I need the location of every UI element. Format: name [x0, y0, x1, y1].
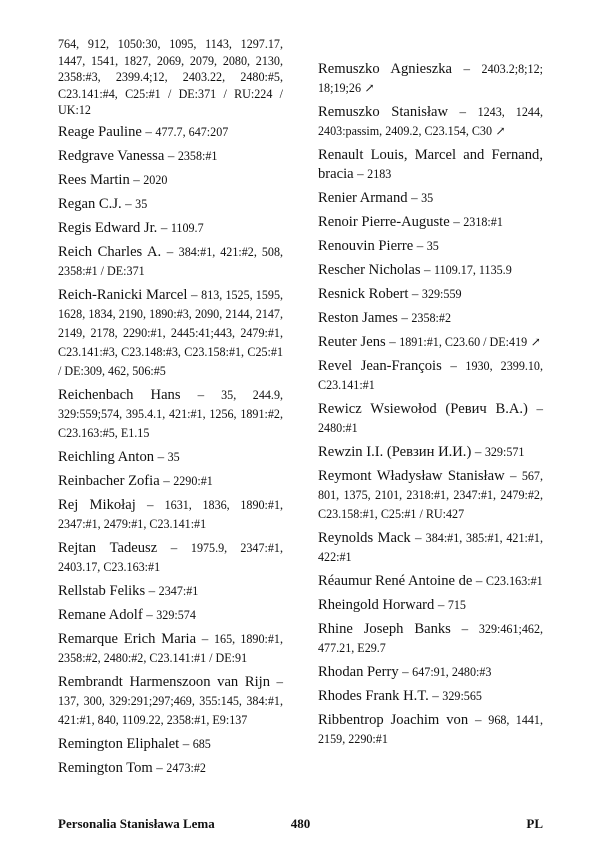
entry-separator: – [182, 735, 190, 751]
index-entry [318, 663, 543, 682]
index-entry [58, 195, 283, 214]
index-entry [58, 539, 283, 577]
entry-name: Ribbentrop Joachim von [318, 712, 469, 728]
entry-name: Reichenbach Hans [58, 386, 181, 403]
entry-name: Resnick Robert [318, 286, 409, 302]
entry-name: Reuter Jens [318, 334, 386, 350]
index-entry [58, 472, 283, 491]
entry-name: Rhine Joseph Banks [318, 621, 451, 637]
index-entry [58, 630, 283, 668]
entry-separator: – [160, 219, 168, 235]
entry-separator: – [459, 104, 467, 119]
index-entry [318, 596, 543, 615]
entry-references: 35, 244.9, 329:559;574, 395.4.1, 421:#1, 1256, 1891:#2, C23.163:#5, E1.15 [58, 387, 284, 440]
index-entry [58, 735, 283, 754]
index-entry [58, 759, 283, 778]
entry-name: Remarque Erich Maria [58, 630, 197, 647]
entry-separator: – [167, 147, 175, 163]
index-entry [318, 60, 543, 98]
index-entry [58, 386, 283, 443]
index-entry [318, 189, 543, 208]
left-column [58, 36, 283, 783]
entry-name: Réaumur René Antoine de [318, 573, 473, 589]
entry-name: Regan C.J. [58, 195, 122, 212]
arrow-up-right-icon: ↗ [530, 335, 541, 349]
entry-references: 1631, 1836, 1890:#1, 2347:#1, 2479:#1, C23.141:#1 [58, 497, 284, 531]
entry-separator: – [424, 262, 431, 277]
entry-name: Rellstab Feliks [58, 582, 146, 599]
entry-references: 2358:#1 [177, 148, 218, 163]
entry-name: Renault Louis, Marcel and Fernand, bracia [318, 147, 543, 182]
entry-references: 2020 [143, 172, 168, 187]
entry-references: 35 [426, 239, 439, 253]
entry-name: Regis Edward Jr. [58, 219, 158, 236]
entry-separator: – [166, 243, 174, 259]
page-number: 480 [290, 816, 311, 831]
entry-references: 1891:#1, C23.60 / DE:419 [399, 335, 528, 349]
entry-separator: – [414, 530, 422, 545]
entry-separator: – [170, 539, 178, 555]
index-entry [318, 711, 543, 749]
index-entry [318, 400, 543, 438]
index-entry [58, 673, 283, 730]
entry-references: 329:574 [156, 607, 196, 622]
index-entry [318, 467, 543, 524]
entry-name: Reynolds Mack [318, 530, 411, 546]
index-entry [318, 309, 543, 328]
entry-references: 35 [167, 449, 180, 464]
index-entry [318, 443, 543, 462]
entry-separator: – [357, 166, 364, 181]
entry-references: 137, 300, 329:291;297;469, 355:145, 384:#1, 421:#1, 840, 1109.22, 2358:#1, E9:137 [58, 693, 283, 727]
entry-references: 329:571 [484, 445, 525, 459]
entry-separator: – [474, 444, 482, 459]
entry-name: Remane Adolf [58, 606, 143, 623]
entry-name: Remington Tom [58, 759, 153, 776]
index-entry [318, 146, 543, 184]
arrow-up-right-icon: ↗ [495, 124, 506, 138]
footer-language: PL [526, 816, 543, 831]
entry-name: Reich Charles A. [58, 243, 162, 260]
entry-name: Rheingold Horward [318, 597, 435, 613]
entry-separator: – [125, 195, 132, 211]
entry-name: Rescher Nicholas [318, 262, 421, 278]
arrow-up-right-icon: ↗ [364, 81, 375, 95]
page-footer [58, 816, 543, 834]
entry-name: Rej Mikołaj [58, 496, 136, 513]
entry-references: 813, 1525, 1595, 1628, 1834, 2190, 1890:#3, 2090, 2144, 2147, 2149, 2178, 2290:#1, 2445:41;443, 2479:#1, C23.141:#3, C23.148:#3, C23.158:#1, C25:#1 / DE:309, 462, 506:#5 [58, 287, 284, 378]
entry-separator: – [536, 401, 543, 416]
entry-references: 2473:#2 [166, 760, 206, 775]
entry-references: 1109.7 [170, 220, 204, 235]
entry-separator: – [389, 334, 396, 349]
entry-references: 1109.17, 1135.9 [434, 263, 512, 277]
index-entry [58, 496, 283, 534]
entry-separator: – [133, 171, 140, 187]
entry-references: 329:559 [421, 287, 462, 301]
entry-separator: – [411, 190, 418, 205]
entry-separator: – [432, 688, 439, 703]
entry-name: Renier Armand [318, 190, 408, 206]
entry-separator: – [148, 582, 156, 598]
entry-name: Remuszko Agnieszka [318, 61, 453, 77]
index-entry [318, 103, 543, 141]
index-entry [58, 582, 283, 601]
entry-references: 35 [135, 196, 148, 211]
index-entry [318, 237, 543, 256]
footer-book-title: Personalia Stanisława Lema [58, 816, 215, 831]
index-entry [58, 606, 283, 625]
entry-references: 384:#1, 385:#1, 421:#1, 422:#1 [318, 531, 544, 564]
entry-references: 1930, 2399.10, C23.141:#1 [318, 359, 543, 392]
entry-separator: – [145, 123, 152, 139]
entry-references: 165, 1890:#1, 2358:#2, 2480:#2, C23.141:#1 / DE:91 [58, 631, 284, 665]
index-entry [58, 448, 283, 467]
entry-name: Rembrandt Harmenszoon van Rijn [58, 673, 271, 690]
entry-references: 384:#1, 421:#2, 508, 2358:#1 / DE:371 [58, 244, 284, 278]
entry-references: 329:565 [442, 689, 482, 703]
index-entry [318, 529, 543, 567]
entry-separator: – [401, 310, 408, 325]
entry-references: 2480:#1 [318, 421, 358, 435]
index-entry [58, 286, 283, 381]
continued-refs: 764, 912, 1050:30, 1095, 1143, 1297.17, 1447, 1541, 1827, 2069, 2079, 2080, 2130, 2358:#3, 2399.4;12, 2403.22, 2480:#5, C23.141:#4, C25:#1 / DE:371 / RU:224 / UK:12 [58, 37, 283, 117]
entry-references: 2358:#2 [411, 311, 452, 325]
entry-separator: – [463, 61, 471, 76]
entry-references: 647:91, 2480:#3 [412, 665, 492, 679]
entry-separator: – [201, 630, 209, 646]
index-entry [58, 171, 283, 190]
entry-separator: – [146, 496, 154, 512]
entry-references: 715 [447, 598, 466, 612]
index-entry [318, 357, 543, 395]
entry-references: 477.7, 647:207 [155, 124, 229, 139]
entry-separator: – [156, 759, 163, 775]
entry-name: Remington Eliphalet [58, 735, 180, 752]
entry-separator: – [197, 386, 205, 402]
entry-name: Rhodan Perry [318, 664, 399, 680]
index-entry [58, 243, 283, 281]
entry-name: Rhodes Frank H.T. [318, 688, 429, 704]
entry-separator: – [461, 621, 469, 636]
entry-references: 2318:#1 [463, 215, 503, 229]
entry-references: 2183 [367, 167, 392, 181]
index-entry [58, 219, 283, 238]
index-entry [318, 572, 543, 591]
entry-references: 329:461;462, 477.21, E29.7 [318, 622, 544, 655]
entry-separator: – [146, 606, 153, 622]
entry-name: Reich-Ranicki Marcel [58, 286, 188, 303]
entry-name: Remuszko Stanisław [318, 104, 449, 120]
entry-references: 685 [192, 736, 211, 751]
entry-name: Redgrave Vanessa [58, 147, 165, 164]
entry-name: Reage Pauline [58, 123, 142, 140]
index-entry [318, 333, 543, 352]
index-entry [318, 620, 543, 658]
right-column [318, 60, 543, 754]
entry-separator: – [411, 286, 419, 301]
entry-name: Renouvin Pierre [318, 238, 414, 254]
entry-name: Rejtan Tadeusz [58, 539, 158, 556]
entry-references: 567, 801, 1375, 2101, 2318:#1, 2347:#1, 2479:#2, C23.158:#1, C25:#1 / RU:427 [318, 469, 543, 521]
entry-name: Reymont Władysław Stanisław [318, 468, 505, 484]
entry-separator: – [402, 664, 409, 679]
entry-separator: – [276, 673, 283, 689]
entry-separator: – [163, 472, 170, 488]
entry-references: C23.163:#1 [485, 574, 543, 588]
entry-name: Rewzin I.I. (Ревзин И.И.) [318, 444, 472, 460]
entry-references: 1975.9, 2347:#1, 2403.17, C23.163:#1 [58, 540, 283, 574]
entry-separator: – [157, 448, 165, 464]
entry-references: 2290:#1 [173, 473, 213, 488]
entry-name: Reinbacher Zofia [58, 472, 160, 489]
entry-name: Renoir Pierre-Auguste [318, 214, 450, 230]
index-entry [318, 213, 543, 232]
entry-separator: – [416, 238, 424, 253]
index-entry [318, 285, 543, 304]
entry-separator: – [474, 712, 482, 727]
index-entry [318, 261, 543, 280]
entry-references: 1243, 1244, 2403:passim, 2409.2, C23.154, C30 [318, 105, 544, 138]
entry-name: Rewicz Wsiewołod (Ревич В.А.) [318, 401, 528, 417]
entry-name: Revel Jean-François [318, 358, 442, 374]
index-entry [58, 123, 283, 142]
entry-name: Rees Martin [58, 171, 130, 188]
entry-separator: – [453, 214, 460, 229]
entry-separator: – [475, 573, 483, 588]
entry-separator: – [191, 286, 198, 302]
entry-references: 35 [421, 191, 434, 205]
entry-separator: – [450, 358, 457, 373]
index-entry [318, 687, 543, 706]
entry-name: Reichling Anton [58, 448, 155, 465]
index-entry [58, 147, 283, 166]
entry-references: 2403.2;8;12; 18;19;26 [318, 62, 543, 95]
entry-references: 968, 1441, 2159, 2290:#1 [318, 713, 543, 746]
entry-references: 2347:#1 [158, 583, 199, 598]
entry-name: Reston James [318, 310, 398, 326]
entry-separator: – [437, 597, 445, 612]
entry-separator: – [509, 468, 517, 483]
